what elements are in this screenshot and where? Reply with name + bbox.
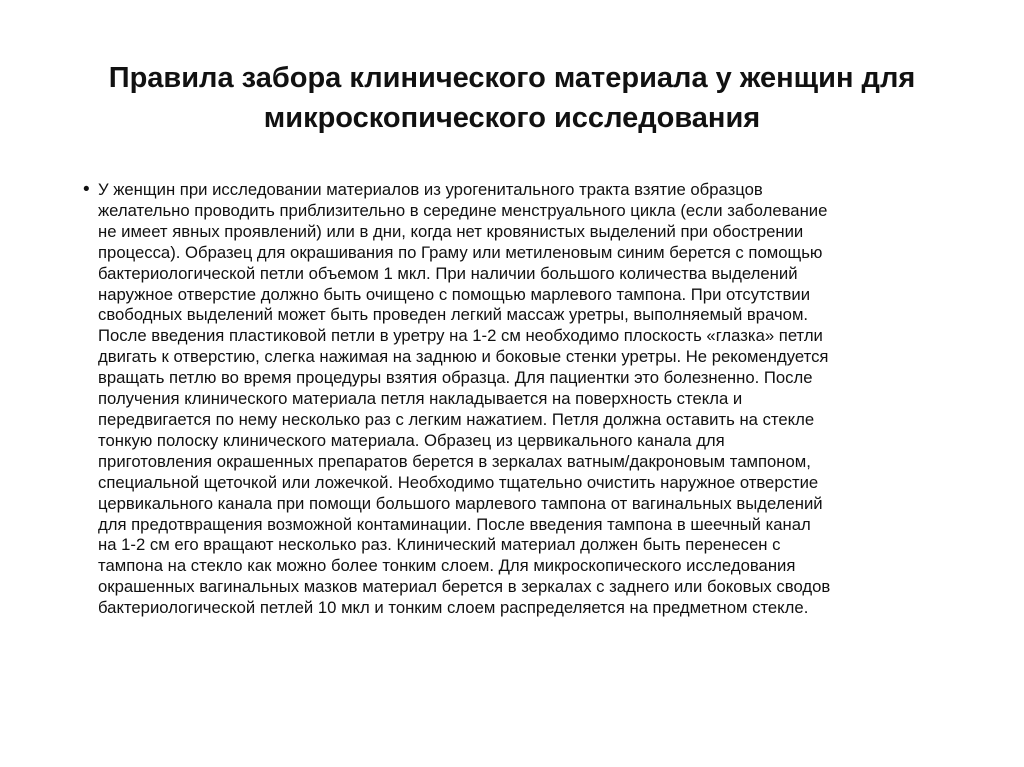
paragraph-line: окрашенных вагинальных мазков материал берется в зеркалах с заднего или боковых сводов <box>98 577 831 597</box>
paragraph-line: для предотвращения возможной контаминации. После введения тампона в шеечный канал <box>98 514 811 534</box>
paragraph-line: на 1-2 см его вращают несколько раз. Клинический материал должен быть перенесен с <box>98 535 781 555</box>
slide-title-line-2: микроскопического исследования <box>263 102 761 134</box>
paragraph-line: специальной щеточкой или ложечкой. Необходимо тщательно очистить наружное отверстие <box>98 472 819 492</box>
paragraph-line: У женщин при исследовании материалов из урогенитального тракта взятие образцов <box>98 180 763 199</box>
paragraph-line: свободных выделений может быть проведен легкий массаж уретры, выполняемый врачом. <box>98 305 809 325</box>
paragraph-line: цервикального канала при помощи большого марлевого тампона от вагинальных выделений <box>98 493 823 513</box>
slide-title-line-1: Правила забора клинического материала у женщин для <box>108 62 916 94</box>
paragraph-line: бактериологической петлей 10 мкл и тонким слоем распределяется на предметном стекле. <box>98 598 809 618</box>
bullet-marker: • <box>83 179 90 200</box>
paragraph-line: бактериологической петли объемом 1 мкл. При наличии большого количества выделений <box>98 263 798 283</box>
paragraph-line: желательно проводить приблизительно в середине менструального цикла (если заболевание <box>98 200 828 220</box>
slide-title <box>60 58 964 138</box>
paragraph-line: тонкую полоску клинического материала. Образец из цервикального канала для <box>98 430 725 450</box>
paragraph-line: получения клинического материала петля накладывается на поверхность стекла и <box>98 389 743 409</box>
paragraph-line: передвигается по нему несколько раз с легким нажатием. Петля должна оставить на стекле <box>98 409 815 429</box>
paragraph-line: процесса). Образец для окрашивания по Граму или метиленовым синим берется с помощью <box>98 242 823 262</box>
paragraph-line: наружное отверстие должно быть очищено с помощью марлевого тампона. При отсутствии <box>98 284 811 304</box>
paragraph-line: После введения пластиковой петли в уретру на 1-2 см необходимо плоскость «глазка» петли <box>98 326 823 346</box>
paragraph-line: не имеет явных проявлений) или в дни, когда нет кровянистых выделений при обострении <box>98 221 804 241</box>
bullet-paragraph <box>98 180 978 619</box>
paragraph-line: вращать петлю во время процедуры взятия образца. Для пациентки это болезненно. После <box>98 368 813 388</box>
paragraph-line: двигать к отверстию, слегка нажимая на заднюю и боковые стенки уретры. Не рекомендуется <box>98 347 829 367</box>
paragraph-line: тампона на стекло как можно более тонким слоем. Для микроскопического исследования <box>98 556 796 576</box>
paragraph-line: приготовления окрашенных препаратов берется в зеркалах ватным/дакроновым тампоном, <box>98 451 811 471</box>
